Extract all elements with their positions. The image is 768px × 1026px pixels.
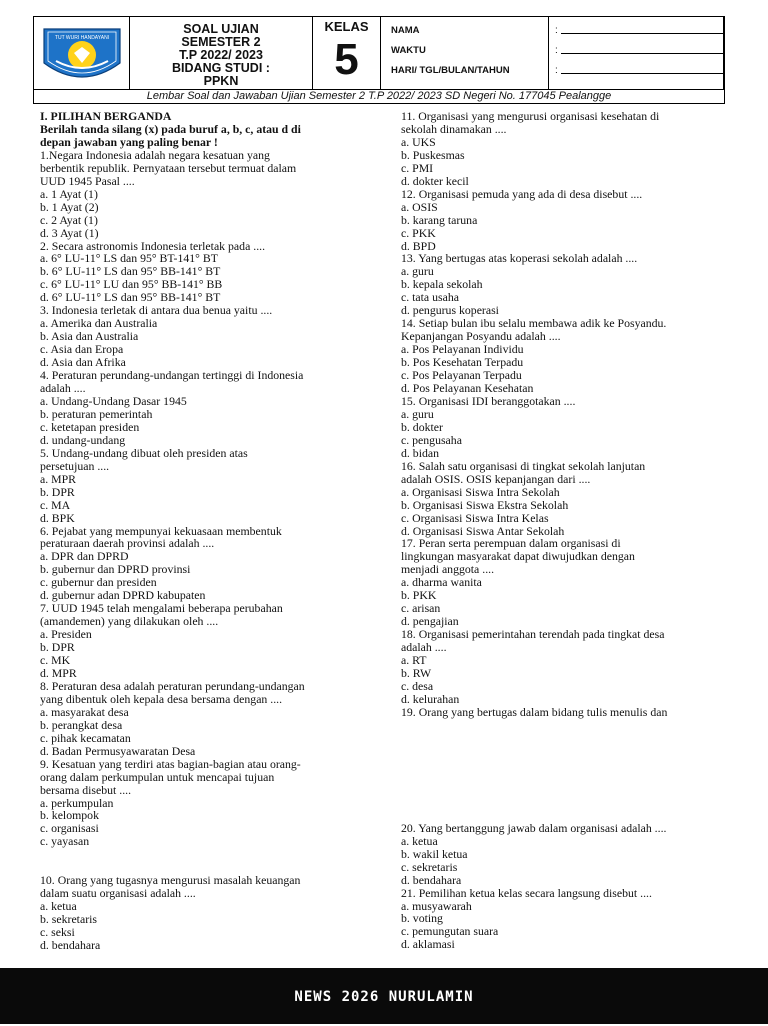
- tut-wuri-handayani-logo: [34, 17, 130, 88]
- question-text: adalah ....: [401, 640, 447, 655]
- answer-option: d. undang-undang: [40, 432, 126, 447]
- answer-option: c. MK: [40, 653, 71, 668]
- question-text: 20. Yang bertanggung jawab dalam organisasi adalah ....: [401, 820, 667, 835]
- answer-option: d. bidan: [401, 445, 440, 460]
- answer-option: d. BPD: [401, 238, 436, 253]
- answer-option: b. DPR: [40, 484, 75, 499]
- question-text: menjadi anggota ....: [401, 562, 495, 577]
- question-text: 14. Setiap bulan ibu selalu membawa adik ke Posyandu.: [401, 316, 667, 331]
- question-text: yang dibentuk oleh kepala desa bersama dengan ....: [40, 691, 283, 706]
- question-text: 13. Yang bertugas atas koperasi sekolah adalah ....: [401, 251, 638, 266]
- answer-option: a. Pos Pelayanan Individu: [401, 342, 524, 357]
- answer-option: d. Asia dan Afrika: [40, 355, 126, 370]
- answer-option: b. wakil ketua: [401, 846, 468, 861]
- exam-title-line: T.P 2022/ 2023: [179, 48, 263, 62]
- question-text: 16. Salah satu organisasi di tingkat sekolah lanjutan: [401, 458, 646, 473]
- field-blank-hari[interactable]: [555, 65, 723, 85]
- answer-option: a. OSIS: [401, 199, 438, 214]
- answer-option: d. 6° LU-11° LS dan 95° BB-141° BT: [40, 290, 221, 305]
- answer-option: b. perangkat desa: [40, 717, 123, 732]
- question-text: UUD 1945 Pasal ....: [40, 173, 135, 188]
- answer-option: b. voting: [401, 911, 443, 926]
- answer-option: b. Asia dan Australia: [40, 329, 139, 344]
- answer-option: a. guru: [401, 264, 434, 279]
- answer-option: c. ketetapan presiden: [40, 419, 140, 434]
- question-text: 11. Organisasi yang mengurusi organisasi kesehatan di: [401, 109, 660, 123]
- answer-option: a. dharma wanita: [401, 575, 482, 590]
- field-label-waktu: WAKTU: [391, 45, 426, 56]
- answer-option: c. 2 Ayat (1): [40, 212, 98, 227]
- logo-cell: [34, 17, 130, 89]
- answer-option: a. 6° LU-11° LS dan 95° BT-141° BT: [40, 251, 218, 266]
- answer-option: c. organisasi: [40, 821, 99, 836]
- question-text: 6. Pejabat yang mempunyai kekuasaan membentuk: [40, 523, 282, 538]
- question-text: 18. Organisasi pemerintahan terendah pada tingkat desa: [401, 627, 665, 642]
- answer-option: a. musyawarah: [401, 898, 472, 913]
- answer-option: b. kepala sekolah: [401, 277, 483, 292]
- question-text: berbentik republik. Pernyataan tersebut termuat dalam: [40, 160, 297, 175]
- answer-option: d. pengajian: [401, 614, 459, 629]
- question-text: 4. Peraturan perundang-undangan tertinggi di Indonesia: [40, 368, 304, 383]
- right-column-top: [401, 110, 731, 719]
- kelas-block: [313, 17, 381, 89]
- section-heading: I. PILIHAN BERGANDA: [40, 109, 172, 123]
- exam-title-line: BIDANG STUDI :: [172, 61, 270, 75]
- answer-option: a. DPR dan DPRD: [40, 549, 129, 564]
- answer-option: a. Undang-Undang Dasar 1945: [40, 393, 187, 408]
- field-blank-waktu[interactable]: [555, 45, 723, 65]
- answer-option: a. perkumpulan: [40, 795, 114, 810]
- blank-line: [561, 45, 723, 54]
- answer-option: a. guru: [401, 406, 434, 421]
- answer-option: c. arisan: [401, 601, 441, 616]
- student-field-labels: [381, 17, 549, 89]
- answer-option: a. ketua: [40, 899, 77, 914]
- answer-option: c. Asia dan Eropa: [40, 342, 124, 357]
- blank-line: [40, 848, 360, 861]
- question-text: 5. Undang-undang dibuat oleh presiden atas: [40, 445, 248, 460]
- exam-title-block: [130, 17, 313, 89]
- field-label-hari: HARI/ TGL/BULAN/TAHUN: [391, 65, 510, 76]
- question-text: 7. UUD 1945 telah mengalami beberapa perubahan: [40, 601, 283, 616]
- answer-option: b. 6° LU-11° LS dan 95° BB-141° BT: [40, 264, 221, 279]
- exam-title-line: PPKN: [203, 74, 239, 88]
- question-text: sekolah dinamakan ....: [401, 121, 507, 136]
- answer-option: c. Organisasi Siswa Intra Kelas: [401, 510, 549, 525]
- field-label-nama: NAMA: [391, 25, 420, 36]
- instruction-text: Berilah tanda silang (x) pada buruf a, b, c, atau d di: [40, 121, 301, 136]
- question-text: 9. Kesatuan yang terdiri atas bagian-bagian atau orang-: [40, 756, 301, 771]
- exam-subtitle: Lembar Soal dan Jawaban Ujian Semester 2 T.P 2022/ 2023 SD Negeri No. 177045 Pealangge: [33, 90, 725, 104]
- answer-option: a. Amerika dan Australia: [40, 316, 158, 331]
- answer-option: c. tata usaha: [401, 290, 459, 305]
- answer-option: b. RW: [401, 665, 432, 680]
- right-column-bottom: [401, 822, 731, 952]
- exam-title-line: SEMESTER 2: [181, 35, 261, 49]
- answer-option: a. ketua: [401, 833, 438, 848]
- answer-option: c. PMI: [401, 160, 434, 175]
- question-text: 8. Peraturan desa adalah peraturan perundang-undangan: [40, 678, 305, 693]
- field-colon: :: [555, 45, 558, 56]
- answer-option: a. UKS: [401, 134, 436, 149]
- exam-title-line: SOAL UJIAN: [183, 22, 259, 36]
- logo-motto: TUT WURI HANDAYANI: [54, 35, 110, 41]
- question-text: peraturaan daerah provinsi adalah ....: [40, 536, 215, 551]
- question-text: (amandemen) yang dilakukan oleh ....: [40, 614, 219, 629]
- left-column: [40, 110, 360, 952]
- answer-option: d. gubernur adan DPRD kabupaten: [40, 588, 206, 603]
- answer-option: d. Pos Pelayanan Kesehatan: [401, 381, 534, 396]
- question-text: 12. Organisasi pemuda yang ada di desa disebut ....: [401, 186, 643, 201]
- answer-option: c. MA: [40, 497, 71, 512]
- kelas-label: KELAS: [324, 19, 369, 34]
- answer-option: c. yayasan: [40, 834, 90, 849]
- blank-space: [401, 719, 731, 822]
- question-text: bersama disebut ....: [40, 782, 132, 797]
- question-text: 1.Negara Indonesia adalah negara kesatuan yang: [40, 147, 270, 162]
- answer-option: d. Organisasi Siswa Antar Sekolah: [401, 523, 565, 538]
- answer-option: b. 1 Ayat (2): [40, 199, 99, 214]
- answer-option: c. pengusaha: [401, 432, 462, 447]
- question-text: persetujuan ....: [40, 458, 110, 473]
- kelas-value: 5: [334, 35, 359, 84]
- answer-option: a. 1 Ayat (1): [40, 186, 98, 201]
- student-field-blanks: [549, 17, 724, 89]
- answer-option: a. Presiden: [40, 627, 92, 642]
- answer-option: d. kelurahan: [401, 691, 460, 706]
- instruction-text: depan jawaban yang paling benar !: [40, 134, 218, 149]
- answer-option: b. peraturan pemerintah: [40, 406, 153, 421]
- answer-option: d. dokter kecil: [401, 173, 469, 188]
- answer-option: c. pemungutan suara: [401, 924, 499, 939]
- answer-option: a. Organisasi Siswa Intra Sekolah: [401, 484, 560, 499]
- question-text: 17. Peran serta perempuan dalam organisasi di: [401, 536, 621, 551]
- answer-option: c. gubernur dan presiden: [40, 575, 157, 590]
- answer-option: d. bendahara: [401, 872, 462, 887]
- answer-option: d. MPR: [40, 665, 77, 680]
- answer-option: b. DPR: [40, 640, 75, 655]
- answer-option: c. pihak kecamatan: [40, 730, 131, 745]
- question-text: 3. Indonesia terletak di antara dua benua yaitu ....: [40, 303, 273, 318]
- question-text: adalah OSIS. OSIS kepanjangan dari ....: [401, 471, 591, 486]
- answer-option: d. BPK: [40, 510, 75, 525]
- answer-option: b. PKK: [401, 588, 437, 603]
- question-text: 15. Organisasi IDI beranggotakan ....: [401, 393, 576, 408]
- answer-option: c. sekretaris: [401, 859, 458, 874]
- answer-option: d. bendahara: [40, 938, 101, 953]
- answer-option: d. 3 Ayat (1): [40, 225, 99, 240]
- question-text: 21. Pemilihan ketua kelas secara langsung disebut ....: [401, 885, 652, 900]
- answer-option: b. Organisasi Siswa Ekstra Sekolah: [401, 497, 569, 512]
- blank-line: [561, 25, 723, 34]
- answer-option: b. gubernur dan DPRD provinsi: [40, 562, 191, 577]
- question-text: 19. Orang yang bertugas dalam bidang tulis menulis dan: [401, 704, 668, 719]
- answer-option: c. Pos Pelayanan Terpadu: [401, 368, 522, 383]
- right-column: [401, 110, 731, 951]
- answer-option: c. 6° LU-11° LU dan 95° BB-141° BB: [40, 277, 223, 292]
- answer-option: b. karang taruna: [401, 212, 478, 227]
- answer-option: b. kelompok: [40, 808, 99, 823]
- blank-line: [561, 65, 723, 74]
- answer-option: c. PKK: [401, 225, 436, 240]
- answer-option: b. Pos Kesehatan Terpadu: [401, 355, 524, 370]
- answer-option: c. seksi: [40, 925, 75, 940]
- question-text: adalah ....: [40, 381, 86, 396]
- answer-option: a. RT: [401, 653, 427, 668]
- question-text: orang dalam perkumpulan untuk mencapai tujuan: [40, 769, 275, 784]
- question-text: lingkungan masyarakat dapat diwujudkan dengan: [401, 549, 635, 564]
- answer-option: c. desa: [401, 678, 434, 693]
- answer-option: d. pengurus koperasi: [401, 303, 499, 318]
- answer-option: b. dokter: [401, 419, 443, 434]
- question-text: Kepanjangan Posyandu adalah ....: [401, 329, 561, 344]
- answer-option: a. masyarakat desa: [40, 704, 129, 719]
- field-colon: :: [555, 65, 558, 76]
- exam-header: [33, 16, 725, 90]
- answer-option: a. MPR: [40, 471, 77, 486]
- watermark-footer: NEWS 2026 NURULAMIN: [0, 968, 768, 1024]
- question-text: 10. Orang yang tugasnya mengurusi masalah keuangan: [40, 873, 301, 888]
- answer-option: b. sekretaris: [40, 912, 97, 927]
- answer-option: d. Badan Permusyawaratan Desa: [40, 743, 196, 758]
- field-blank-nama[interactable]: [555, 25, 723, 45]
- question-text: dalam suatu organisasi adalah ....: [40, 886, 196, 901]
- question-text: 2. Secara astronomis Indonesia terletak pada ....: [40, 238, 266, 253]
- field-colon: :: [555, 25, 558, 36]
- answer-option: b. Puskesmas: [401, 147, 465, 162]
- answer-option: d. aklamasi: [401, 937, 455, 952]
